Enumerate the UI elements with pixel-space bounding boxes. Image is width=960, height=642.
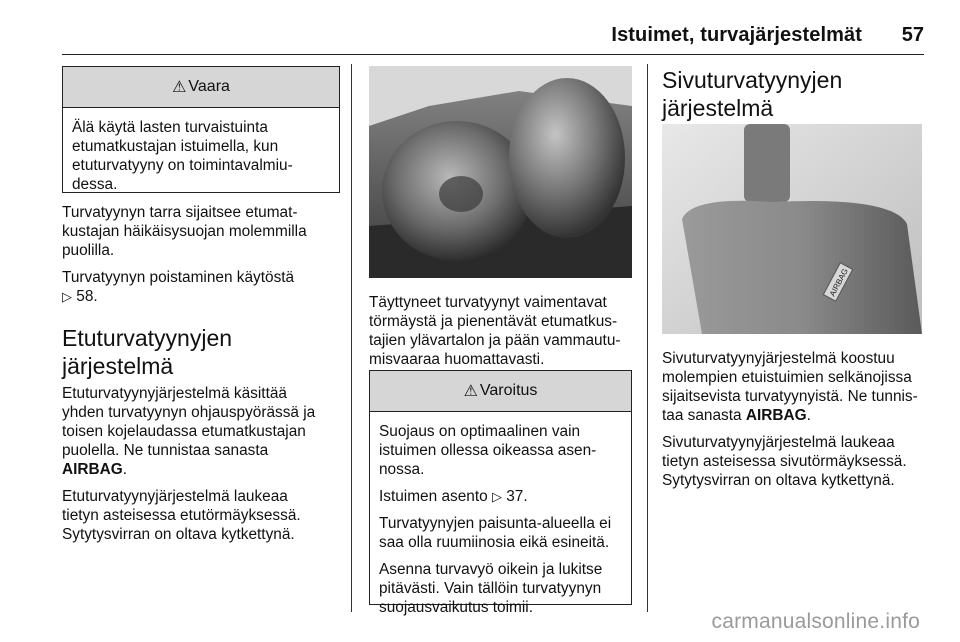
text-line: Istuimen asento (379, 488, 488, 505)
heading-line: Etuturvatyynyjen (62, 325, 233, 351)
heading-line: Sivuturvatyynyjen (662, 67, 843, 93)
danger-line: Älä käytä lasten turvaistuinta (72, 119, 268, 136)
text-line: Sivuturvatyynyjärjestelmä koostuu (662, 350, 895, 367)
text-line: Täyttyneet turvatyynyt vaimentavat (369, 294, 607, 311)
column-divider-left (351, 64, 352, 612)
text-line: Asenna turvavyö oikein ja lukitse (379, 561, 603, 578)
text-line: Turvatyynyn tarra sijaitsee etumat- (62, 204, 298, 221)
caution-paragraph (379, 422, 622, 479)
page-ref-icon: ▷ (491, 489, 502, 504)
left-text-column (62, 203, 350, 552)
seat-backrest (682, 201, 922, 334)
danger-line: etumatkustajan istuimella, kun (72, 138, 279, 155)
side-airbag-heading (662, 66, 932, 122)
danger-line: dessa. (72, 176, 118, 193)
warning-triangle-icon: ⚠ (172, 79, 187, 96)
page-ref-number[interactable]: 58. (76, 288, 98, 305)
caution-paragraph (379, 487, 622, 506)
text-line: suojausvaikutus toimii. (379, 599, 533, 616)
text-line: sijaitsevista turvatyynyistä. Ne tunnis- (662, 388, 918, 405)
text-line: Sytytysvirran on oltava kytkettynä. (62, 526, 295, 543)
airbag-photo-svg (369, 66, 632, 278)
front-airbag-trigger-paragraph (62, 487, 350, 544)
text-line: Etuturvatyynyjärjestelmä laukeaa (62, 488, 288, 505)
text-line: puolella. Ne tunnistaa sanasta (62, 442, 269, 459)
column-divider-right (647, 64, 648, 612)
header-rule (62, 54, 924, 55)
danger-line: etuturvatyyny on toimintavalmiu- (72, 157, 293, 174)
text-line: törmäystä ja pienentävät etumatkus- (369, 313, 618, 330)
text-line: kustajan häikäisysuojan molemmilla (62, 223, 307, 240)
text-line: yhden turvatyynyn ohjauspyörässä ja (62, 404, 316, 421)
deactivation-paragraph (62, 268, 350, 306)
headrest-post (744, 124, 790, 202)
text-line: Sytytysvirran on oltava kytkettynä. (662, 472, 895, 489)
right-text-column (662, 349, 932, 498)
side-airbag-paragraph: Sivuturvatyynyjärjestelmä koostuu molempien etuistuimien selkänojissa sijaitsevista turvatyynyistä. Ne tunnis- taa sanasta AIRBAG. (662, 350, 918, 424)
text-line: misvaaraa huomattavasti. (369, 351, 545, 368)
seat-tag-label: AIRBAG (827, 267, 850, 298)
warning-triangle-icon: ⚠ (463, 383, 478, 400)
text-line: Etuturvatyynyjärjestelmä käsittää (62, 385, 287, 402)
heading-line: järjestelmä (62, 353, 174, 379)
text-line: tietyn asteisessa etutörmäyksessä. (62, 507, 301, 524)
caution-box-header (370, 371, 631, 412)
text-line: tietyn asteisessa sivutörmäyksessä. (662, 453, 907, 470)
seat-photo-svg (662, 124, 922, 334)
seat-illustration (662, 124, 922, 334)
text-line: puolilla. (62, 242, 115, 259)
front-airbag-heading (62, 324, 350, 380)
danger-box (62, 66, 340, 193)
watermark: carmanualsonline.info (711, 610, 920, 633)
text-line: Sivuturvatyynyjärjestelmä laukeaa (662, 434, 895, 451)
text-line: Turvatyynyjen paisunta-alueella ei (379, 515, 612, 532)
caution-paragraph (379, 514, 622, 552)
caution-paragraph (379, 560, 622, 617)
caution-box (369, 370, 632, 616)
danger-box-title: Vaara (188, 78, 230, 95)
steering-hub (439, 176, 483, 212)
text-line: saa olla ruumiinosia eikä esineitä. (379, 534, 610, 551)
page-ref-number[interactable]: 37. (506, 488, 528, 505)
caution-box-body (370, 412, 631, 625)
text-line: pitävästi. Vain tällöin turvatyynyn (379, 580, 602, 597)
text-line: taa sanasta (662, 407, 742, 424)
airbag-keyword: AIRBAG (745, 407, 807, 424)
text-line: Turvatyynyn poistaminen käytöstä (62, 269, 295, 286)
text-line: Suojaus on optimaalinen vain (379, 423, 581, 440)
side-airbag-trigger-paragraph (662, 433, 932, 490)
heading-line: järjestelmä (662, 95, 774, 121)
passenger-airbag (509, 78, 625, 238)
text-line: tajien ylävartalon ja pään vammautu- (369, 332, 621, 349)
running-header-title: Istuimet, turvajärjestelmät (611, 24, 862, 46)
inflated-airbags-illustration (369, 66, 632, 278)
text-line: istuimen ollessa oikeassa asen- (379, 442, 597, 459)
danger-box-body (63, 108, 339, 202)
illustration-caption (369, 293, 644, 369)
page-number: 57 (901, 24, 924, 46)
text-line: nossa. (379, 461, 425, 478)
danger-box-header (63, 67, 339, 108)
text-line: molempien etuistuimien selkänojissa (662, 369, 912, 386)
front-airbag-paragraph: Etuturvatyynyjärjestelmä käsittää yhden turvatyynyn ohjauspyörässä ja toisen kojelaudassa etumatkustajan puolella. Ne tunnistaa sanasta AIRBAG. (62, 385, 316, 478)
text-line: toisen kojelaudassa etumatkustajan (62, 423, 306, 440)
tag-location-paragraph (62, 203, 350, 260)
page-ref-icon: ▷ (62, 289, 72, 304)
airbag-keyword: AIRBAG (62, 461, 123, 478)
caution-box-title: Varoitus (479, 382, 538, 399)
